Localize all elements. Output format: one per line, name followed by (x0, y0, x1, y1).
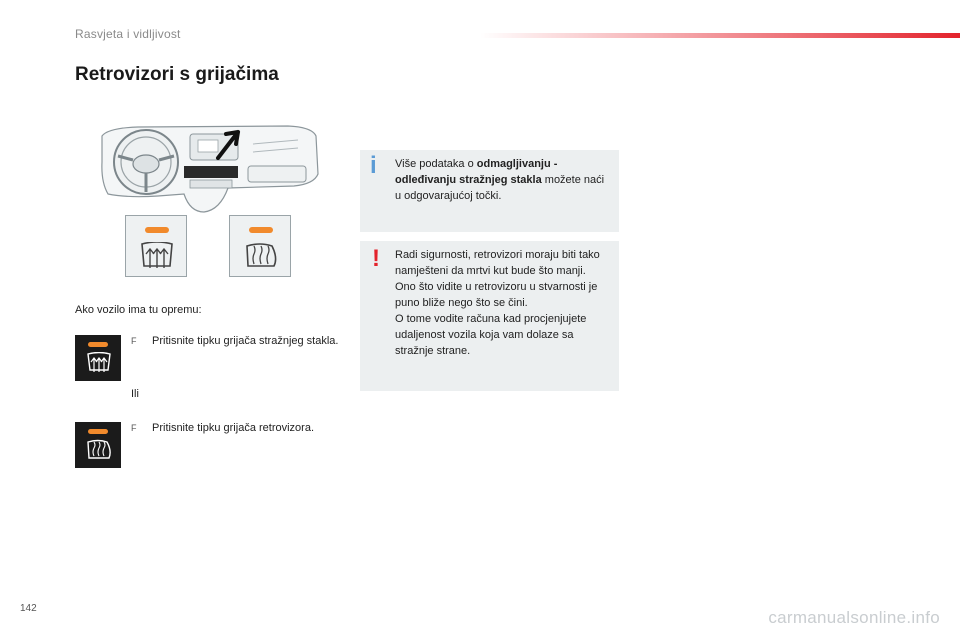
info-icon: i (370, 152, 377, 179)
mirror-defrost-icon (86, 439, 112, 461)
mirror-defrost-button (75, 422, 121, 468)
step-bullet: F (131, 336, 137, 346)
info-text: Više podataka o odmagljivanju - odleđivanju stražnjeg stakla možete naći u odgovarajućoj točki. (395, 158, 605, 202)
step-mirror-defrost (131, 420, 351, 436)
indicator-led (249, 227, 273, 233)
rear-window-defrost-button-illustration (125, 215, 187, 277)
header-accent-line (480, 33, 960, 38)
section-header: Rasvjeta i vidljivost (75, 27, 181, 41)
dashboard-drawing (98, 122, 320, 214)
dashboard-illustration (98, 122, 320, 214)
mirror-defrost-icon (244, 242, 278, 270)
watermark: carmanualsonline.info (768, 608, 940, 627)
page-title: Retrovizori s grijačima (75, 64, 279, 85)
page-number: 142 (20, 603, 37, 614)
step-text: Pritisnite tipku grijača retrovizora. (152, 422, 315, 434)
warning-box (360, 241, 619, 391)
mirror-defrost-button-illustration (229, 215, 291, 277)
or-label: Ili (131, 388, 139, 400)
warning-icon: ! (372, 245, 380, 272)
rear-window-defrost-icon (140, 242, 174, 270)
info-box (360, 150, 619, 232)
intro-text: Ako vozilo ima tu opremu: (75, 304, 202, 316)
rear-window-defrost-button (75, 335, 121, 381)
step-bullet: F (131, 423, 137, 433)
indicator-led (145, 227, 169, 233)
warning-text: Radi sigurnosti, retrovizori moraju biti tako namješteni da mrtvi kut bude što manji. Ono što vidite u retrovizoru u stvarnosti je puno bliže nego što se čini. O tome vodite računa kad procjenjujete udaljenost vozila koja vam dolaze sa stražnje strane. (395, 249, 600, 357)
indicator-led (88, 429, 108, 434)
rear-window-defrost-icon (86, 352, 112, 374)
indicator-led (88, 342, 108, 347)
step-rear-window-defrost (131, 333, 341, 349)
step-text: Pritisnite tipku grijača stražnjeg stakla. (152, 335, 339, 347)
